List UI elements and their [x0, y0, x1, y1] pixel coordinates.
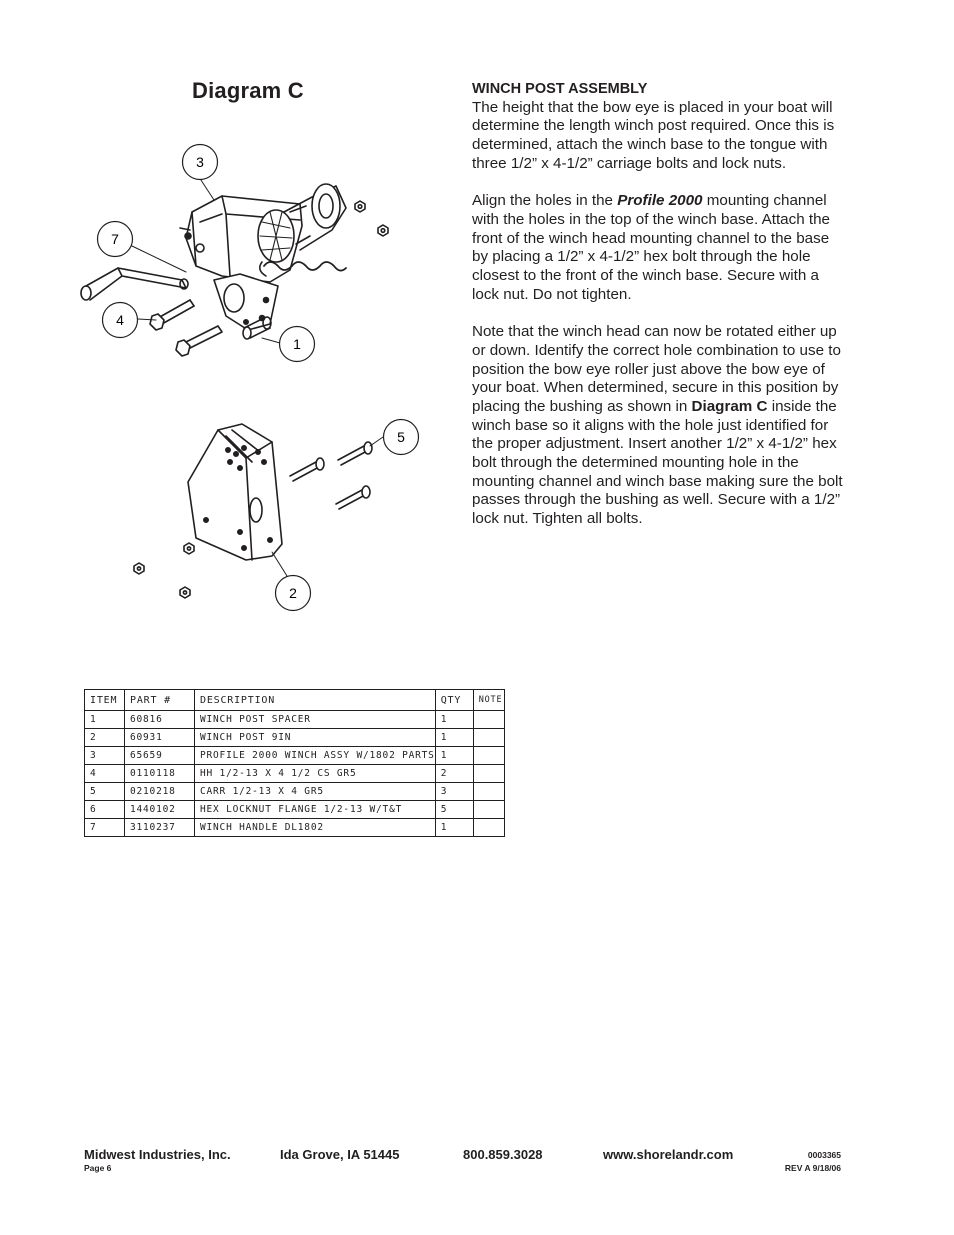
hex-bolts-drawing: [150, 300, 222, 356]
description-cell: CARR 1/2-13 X 4 GR5: [195, 783, 436, 801]
note-cell: [473, 729, 504, 747]
description-cell: WINCH POST SPACER: [195, 711, 436, 729]
note-cell: [473, 747, 504, 765]
callout-label: 5: [397, 429, 405, 445]
callout-label: 1: [293, 336, 301, 352]
footer-city: Ida Grove, IA 51445: [280, 1147, 400, 1162]
item-cell: 3: [85, 747, 125, 765]
description-cell: PROFILE 2000 WINCH ASSY W/1802 PARTS: [195, 747, 436, 765]
note-cell: [473, 711, 504, 729]
callout-item-2: [274, 574, 312, 612]
callout-label: 4: [116, 312, 124, 328]
callout-item-7: [96, 220, 134, 258]
table-row: [85, 801, 505, 819]
part-number-cell: 65659: [125, 747, 195, 765]
qty-cell: 3: [435, 783, 473, 801]
product-name: Profile 2000: [617, 192, 703, 210]
note-cell: [473, 819, 504, 837]
callout-item-3: [181, 143, 219, 181]
instruction-paragraph-1: The height that the bow eye is placed in your boat will determine the length winch post required. Once this is determined, attach the winch base to the tongue with three 1/2” x 4-1/2” carriage bolts and lock nuts.: [472, 98, 835, 172]
parts-table: [84, 689, 505, 837]
locknuts-drawing: [134, 543, 194, 598]
winch-assembly-drawing: [180, 184, 388, 330]
carriage-bolts-drawing: [290, 442, 372, 509]
diagram-title: Diagram C: [192, 78, 304, 103]
table-header-row: [85, 690, 505, 711]
instructions-column: [472, 80, 844, 548]
diagram-reference: Diagram C: [691, 397, 768, 415]
part-number-cell: 0210218: [125, 783, 195, 801]
footer-phone: 800.859.3028: [463, 1147, 543, 1162]
item-cell: 6: [85, 801, 125, 819]
column-header: DESCRIPTION: [195, 690, 436, 711]
qty-cell: 1: [435, 747, 473, 765]
part-number-cell: 60931: [125, 729, 195, 747]
qty-cell: 1: [435, 711, 473, 729]
footer-page-number: Page 6: [84, 1163, 112, 1173]
part-number-cell: 60816: [125, 711, 195, 729]
winch-handle-drawing: [81, 268, 188, 300]
item-cell: 5: [85, 783, 125, 801]
table-row: [85, 783, 505, 801]
footer-company: Midwest Industries, Inc.: [84, 1147, 231, 1162]
column-header: PART #: [125, 690, 195, 711]
qty-cell: 2: [435, 765, 473, 783]
column-header: ITEM: [85, 690, 125, 711]
callout-item-4: [101, 301, 139, 339]
note-cell: [473, 783, 504, 801]
item-cell: 7: [85, 819, 125, 837]
callout-label: 2: [289, 585, 297, 601]
part-number-cell: 0110118: [125, 765, 195, 783]
footer-doc-number: 0003365: [807, 1150, 841, 1160]
callout-label: 7: [111, 231, 119, 247]
table-row: [85, 819, 505, 837]
instruction-paragraph-2: [472, 192, 844, 304]
footer-website: www.shorelandr.com: [603, 1147, 734, 1162]
table-row: [85, 711, 505, 729]
qty-cell: 1: [435, 729, 473, 747]
part-number-cell: 3110237: [125, 819, 195, 837]
description-cell: WINCH POST 9IN: [195, 729, 436, 747]
paragraph-text: Align the holes in the: [472, 192, 618, 210]
callout-label: 3: [196, 154, 204, 170]
column-header: NOTE: [473, 690, 504, 711]
column-header: QTY: [435, 690, 473, 711]
table-row: [85, 747, 505, 765]
paragraph-text: Note that the winch head can now be rotated either up or down. Identify the correct hole combination to use to position the bow eye roller just above the bow eye of your boat. When determined, secure in this position by placing the bushing as shown in: [472, 323, 841, 415]
note-cell: [473, 765, 504, 783]
qty-cell: 5: [435, 801, 473, 819]
item-cell: 4: [85, 765, 125, 783]
callout-item-1: [278, 325, 316, 363]
paragraph-text: mounting channel with the holes in the top of the winch base. Attach the front of the winch head mounting channel to the base by placing a 1/2” x 4-1/2” hex bolt through the hole closest to the front of the winch base. Secure with a lock nut. Do not tighten.: [472, 192, 830, 303]
part-number-cell: 1440102: [125, 801, 195, 819]
item-cell: 1: [85, 711, 125, 729]
section-heading: WINCH POST ASSEMBLY: [472, 81, 648, 97]
description-cell: WINCH HANDLE DL1802: [195, 819, 436, 837]
exploded-diagram: [0, 0, 470, 640]
table-row: [85, 729, 505, 747]
winch-post-drawing: [188, 424, 282, 560]
instruction-paragraph-3: [472, 323, 844, 529]
item-cell: 2: [85, 729, 125, 747]
paragraph-text: inside the winch base so it aligns with the hole just identified for the proper adjustment. Insert another 1/2” x 4-1/2” hex bolt through the determined mounting hole in the mounting channel and winch base making sure the bolt passes through the bushing as well. Secure with a 1/2” lock nut. Tighten all bolts.: [472, 397, 843, 528]
table-row: [85, 765, 505, 783]
qty-cell: 1: [435, 819, 473, 837]
footer-revision: REV A 9/18/06: [784, 1163, 841, 1173]
description-cell: HEX LOCKNUT FLANGE 1/2-13 W/T&T: [195, 801, 436, 819]
note-cell: [473, 801, 504, 819]
description-cell: HH 1/2-13 X 4 1/2 CS GR5: [195, 765, 436, 783]
callout-item-5: [382, 418, 420, 456]
